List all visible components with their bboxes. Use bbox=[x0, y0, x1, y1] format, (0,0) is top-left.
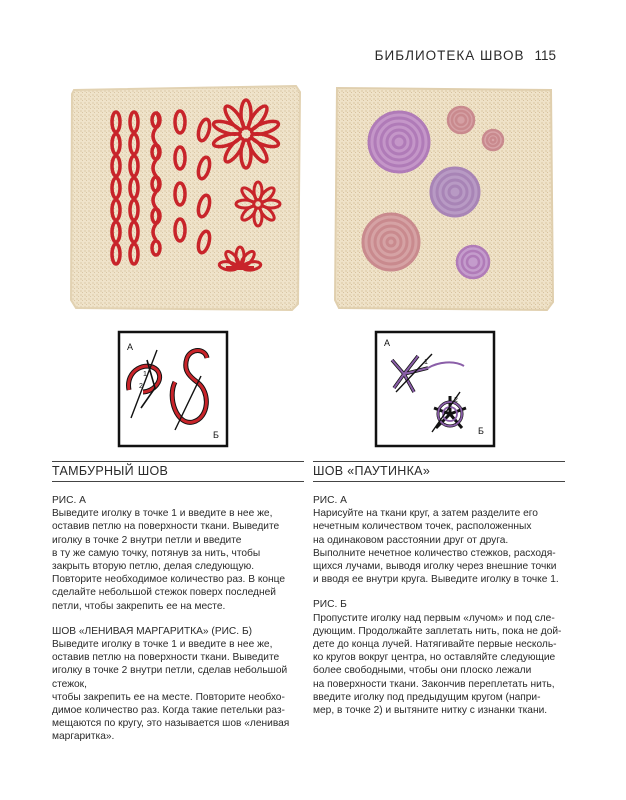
web-wheel-tiny-rose bbox=[483, 130, 503, 150]
left-heading-rule-bottom bbox=[52, 481, 304, 482]
fig-point-1: 1 bbox=[424, 359, 428, 366]
left-para2-text: Выведите иголку в точке 1 и введите в нее же, оставив петлю на поверхности ткани. Выведите иголку в точке 2 внутри петли, сделав небольшой стежок, чтобы закрепить ее на месте. Повторите необхо- димое количество раз. Когда такие петельки раз- мещаются по кругу, это называется шов «ленивая маргаритка». bbox=[52, 639, 290, 743]
web-wheel-small-lilac bbox=[457, 246, 489, 278]
right-column-text bbox=[313, 494, 579, 717]
right-para1-text: Нарисуйте на ткани круг, а затем разделите его нечетным количеством точек, расположенных на одинаковом расстоянии друг от друга. Выполните нечетное количество стежков, расходя- щихся лучами, выводя иголку через внешние точки и вводя ее внутри круга. Выведите иголку в точке 1. bbox=[313, 508, 559, 586]
left-para2-title: ШОВ «ЛЕНИВАЯ МАРГАРИТКА» (РИС. Б) bbox=[52, 625, 253, 637]
right-heading-rule-top bbox=[313, 461, 565, 462]
chain-stitch-diagram bbox=[117, 330, 229, 448]
fig-point-2: 2 bbox=[454, 397, 458, 404]
right-section-heading: ШОВ «ПАУТИНКА» bbox=[313, 464, 431, 478]
left-para1-text: Выведите иголку в точке 1 и введите в нее же, оставив петлю на поверхности ткани. Выведите иголку в точке 2 внутри петли и введите в ту же самую точку, потянув за нить, чтобы закрыть вторую петлю, делая следующую. Повторите необходимое количество раз. В конце сделайте небольшой стежок поверх последней петли, чтобы закрепить ее на месте. bbox=[52, 508, 286, 612]
left-para1-title: РИС. А bbox=[52, 495, 86, 506]
fig-label-a: А bbox=[384, 338, 391, 348]
web-wheel-large-lilac bbox=[369, 112, 429, 172]
page-number: 115 bbox=[534, 48, 556, 63]
left-section-heading: ТАМБУРНЫЙ ШОВ bbox=[52, 464, 169, 478]
left-heading-rule-top bbox=[52, 461, 304, 462]
running-header bbox=[375, 48, 556, 63]
fig-point-1: 1 bbox=[143, 371, 147, 378]
spider-web-photo bbox=[333, 82, 555, 314]
fig-label-a: А bbox=[127, 342, 134, 352]
fig-label-b: Б bbox=[213, 430, 219, 440]
right-para1-title: РИС. А bbox=[313, 495, 347, 506]
web-wheel-small-rose bbox=[448, 107, 474, 133]
web-wheel-medium-lilac bbox=[431, 168, 479, 216]
right-para2-title: РИС. Б bbox=[313, 599, 347, 611]
web-wheel-large-rose bbox=[363, 214, 419, 270]
spider-web-diagram bbox=[374, 330, 496, 448]
fig-label-b: Б bbox=[478, 426, 484, 436]
fig-point-2: 2 bbox=[139, 383, 143, 390]
header-title: БИБЛИОТЕКА ШВОВ bbox=[374, 48, 525, 63]
chain-stitch-photo bbox=[68, 82, 304, 314]
right-heading-rule-bottom bbox=[313, 481, 565, 482]
right-para2-text: Пропустите иголку над первым «лучом» и под сле- дующим. Продолжайте заплетать нить, пока не дой- дете до конца лучей. Натягивайте первые несколь- ко кругов вокруг центра, но оставляйте следующие более свободными, чтобы они плоско лежали на поверхности ткани. Закончив переплетать нить, введите иголку под предыдущим кругом (напри- мер, в точке 2) и вытяните нитку с изнанки ткани. bbox=[313, 612, 562, 717]
left-column-text bbox=[52, 494, 312, 744]
